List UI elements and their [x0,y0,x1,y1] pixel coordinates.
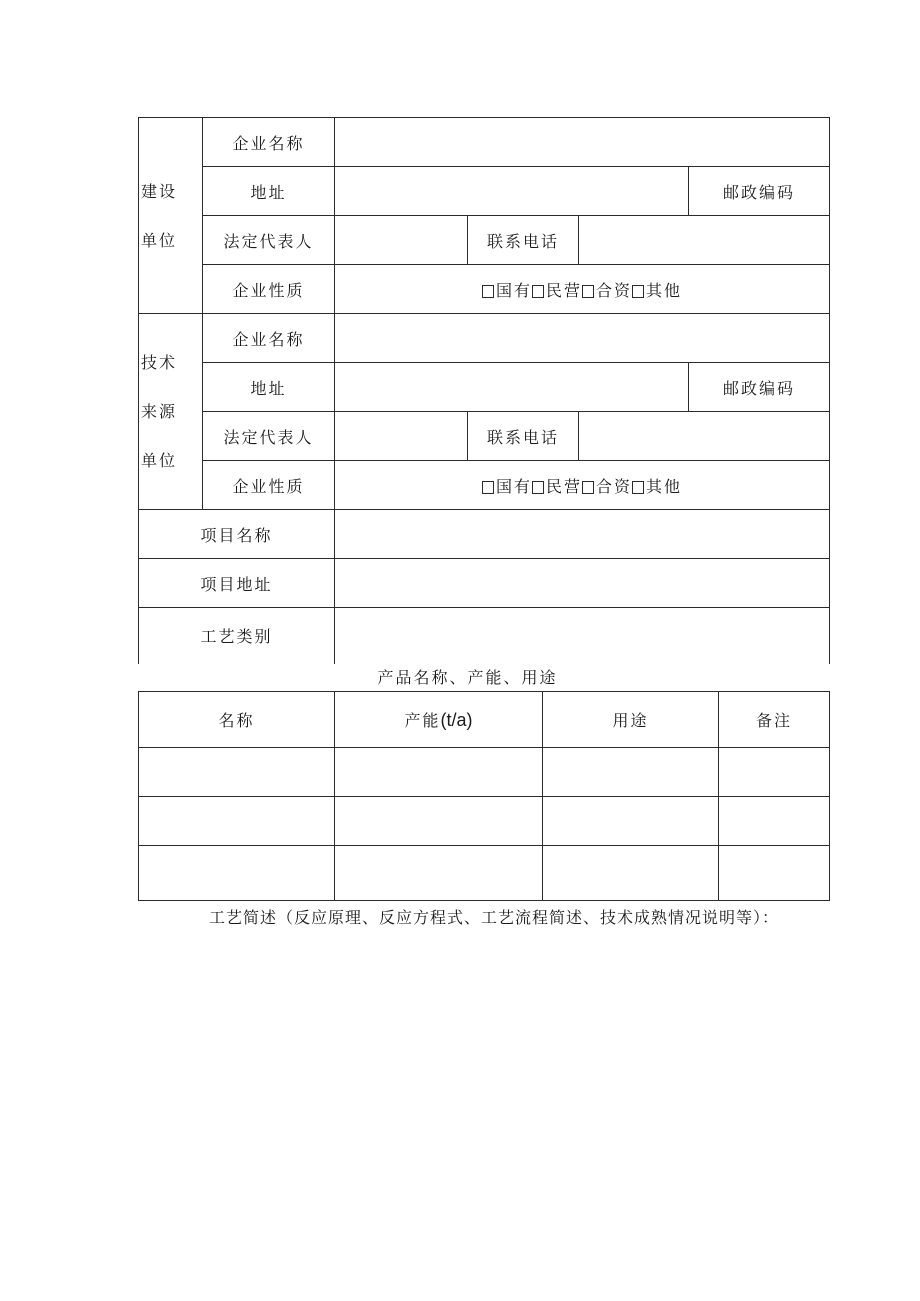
build-company-name-label: 企业名称 [203,118,335,167]
process-category-label: 工艺类别 [139,608,335,664]
build-company-name-field[interactable] [335,118,830,167]
checkbox-icon[interactable] [632,285,644,298]
product-capacity-header [335,692,543,748]
checkbox-icon[interactable] [582,285,594,298]
product-name-cell[interactable] [139,846,335,901]
build-legal-rep-field[interactable] [335,216,468,265]
application-form-table [138,117,830,664]
tech-nature-options [335,461,830,510]
product-capacity-cell[interactable] [335,846,543,901]
checkbox-icon[interactable] [482,481,494,494]
tech-company-name-field[interactable] [335,314,830,363]
project-address-field[interactable] [335,559,830,608]
build-unit-label-line: 单位 [141,230,178,250]
product-remark-header: 备注 [719,692,830,748]
project-address-label: 项目地址 [139,559,335,608]
process-description-label: 工艺简述（反应原理、反应方程式、工艺流程简述、技术成熟情况说明等）： [209,908,780,927]
tech-unit-label-line: 单位 [141,451,178,470]
product-capacity-cell[interactable] [335,797,543,846]
tech-nature-label: 企业性质 [203,461,335,510]
product-name-header: 名称 [139,692,335,748]
nature-option-joint-venture: 合资 [596,476,633,496]
build-phone-field[interactable] [579,216,830,265]
nature-option-state-owned: 国有 [495,476,532,496]
product-use-cell[interactable] [543,797,719,846]
checkbox-icon[interactable] [532,285,544,298]
product-table-caption: 产品名称、产能、用途 [377,668,558,687]
build-unit-label-line: 建设 [141,181,178,201]
product-use-cell[interactable] [543,748,719,797]
build-legal-rep-label: 法定代表人 [203,216,335,265]
product-capacity-cell[interactable] [335,748,543,797]
build-postal-code-label: 邮政编码 [689,167,830,216]
tech-legal-rep-field[interactable] [335,412,468,461]
tech-phone-label: 联系电话 [468,412,579,461]
build-phone-label: 联系电话 [468,216,579,265]
build-unit-label [139,118,203,314]
tech-phone-field[interactable] [579,412,830,461]
build-nature-label: 企业性质 [203,265,335,314]
nature-option-joint-venture: 合资 [596,280,633,300]
checkbox-icon[interactable] [632,481,644,494]
build-address-label: 地址 [203,167,335,216]
nature-option-private: 民营 [545,280,582,300]
project-name-label: 项目名称 [139,510,335,559]
tech-postal-code-label: 邮政编码 [689,363,830,412]
tech-unit-label [139,314,203,510]
product-name-cell[interactable] [139,797,335,846]
tech-legal-rep-label: 法定代表人 [203,412,335,461]
product-remark-cell[interactable] [719,846,830,901]
nature-option-other: 其他 [646,280,683,300]
product-remark-cell[interactable] [719,748,830,797]
nature-option-private: 民营 [545,476,582,496]
build-nature-options [335,265,830,314]
product-name-cell[interactable] [139,748,335,797]
capacity-unit: (t/a) [440,710,473,730]
checkbox-icon[interactable] [532,481,544,494]
checkbox-icon[interactable] [482,285,494,298]
product-remark-cell[interactable] [719,797,830,846]
nature-option-state-owned: 国有 [495,280,532,300]
tech-address-field[interactable] [335,363,689,412]
tech-unit-label-line: 来源 [141,402,178,421]
tech-address-label: 地址 [203,363,335,412]
build-address-field[interactable] [335,167,689,216]
capacity-header-text: 产能 [404,711,441,730]
tech-unit-label-line: 技术 [141,353,178,372]
nature-option-other: 其他 [646,476,683,496]
product-use-header: 用途 [543,692,719,748]
tech-company-name-label: 企业名称 [203,314,335,363]
checkbox-icon[interactable] [582,481,594,494]
product-table [138,691,830,901]
product-use-cell[interactable] [543,846,719,901]
process-category-field[interactable] [335,608,830,664]
project-name-field[interactable] [335,510,830,559]
